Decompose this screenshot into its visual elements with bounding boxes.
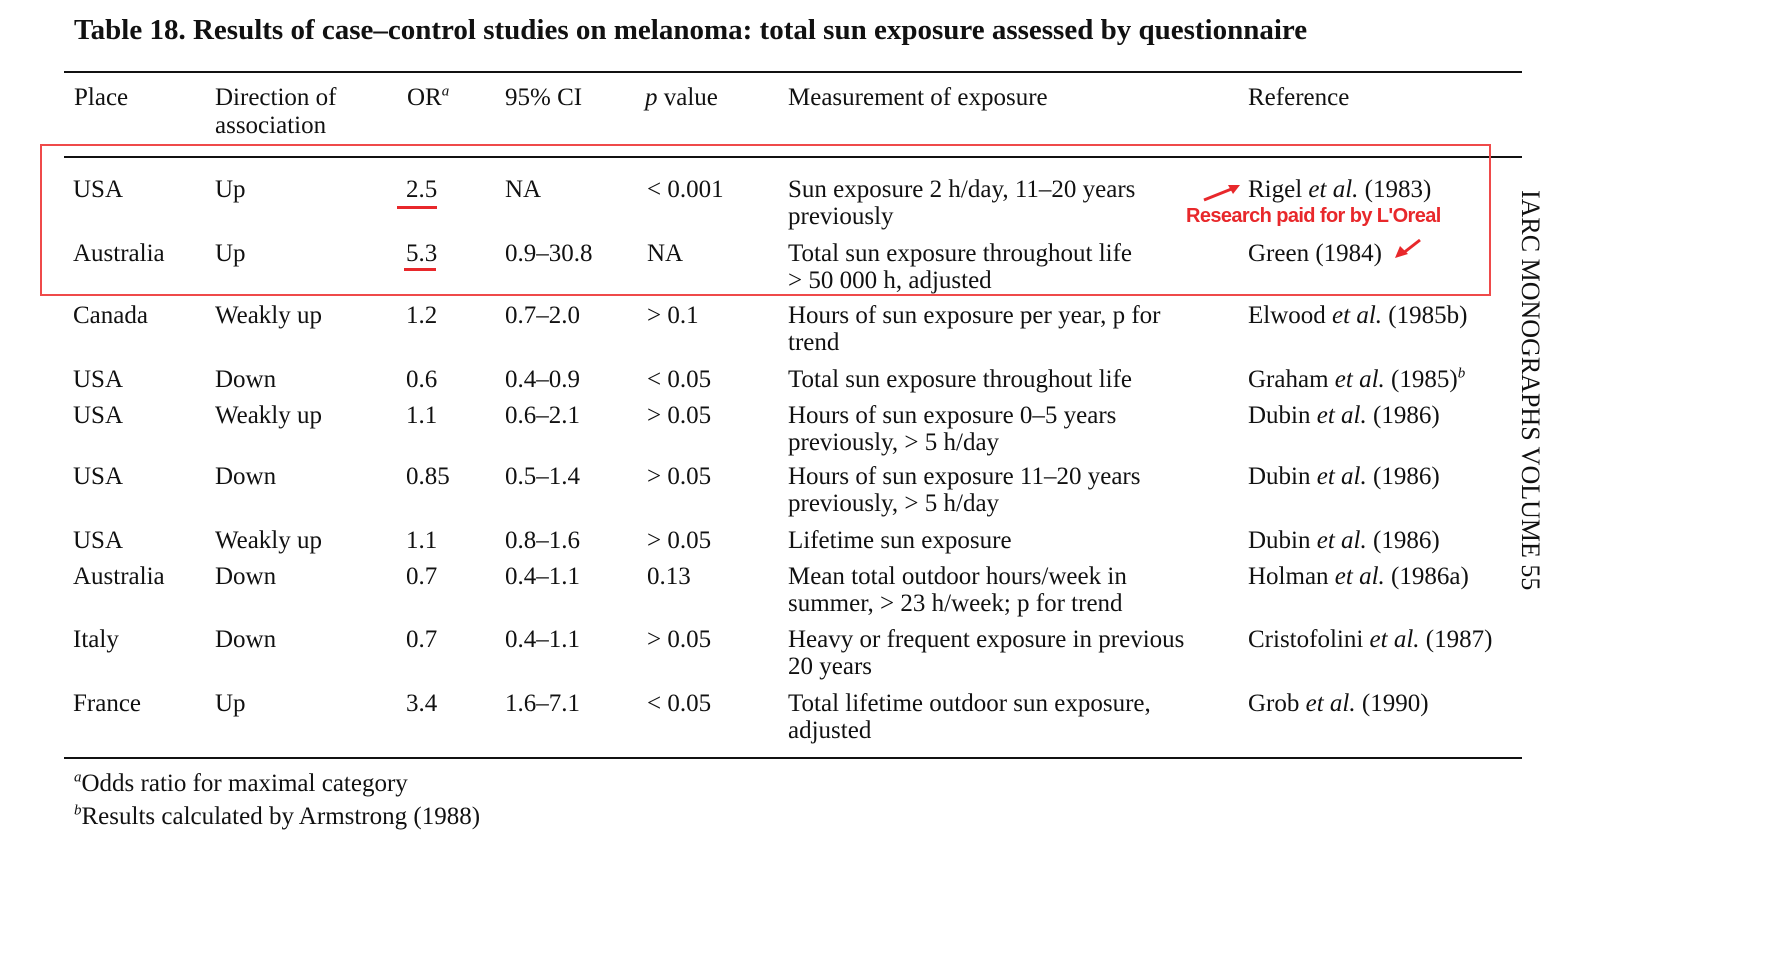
cell-ci: 0.8–1.6 [505, 527, 580, 554]
reference-author: Grob [1248, 690, 1300, 717]
measurement-line1: Total sun exposure throughout life [788, 240, 1133, 267]
header-measurement: Measurement of exposure [788, 84, 1048, 111]
measurement-line2: 20 years [788, 653, 872, 680]
cell-ci: 0.4–1.1 [505, 563, 580, 590]
cell-ci: 0.4–0.9 [505, 366, 580, 393]
header-ci: 95% CI [505, 84, 583, 111]
table-title: Table 18. Results of case–control studies on melanoma: total sun exposure assessed by questionnaire [74, 14, 1308, 46]
cell-place: Canada [73, 302, 148, 329]
cell-or: 1.1 [406, 402, 438, 429]
header-direction [215, 84, 336, 140]
header-direction-line1: Direction of [215, 84, 337, 111]
cell-or: 3.4 [406, 690, 438, 717]
cell-ci: 0.4–1.1 [505, 626, 580, 653]
reference-author: Dubin [1248, 463, 1311, 490]
footnote-b-mark: b [74, 802, 82, 819]
header-p-value [645, 84, 718, 112]
cell-measurement [788, 463, 1140, 517]
cell-p-value: 0.13 [647, 563, 691, 590]
footnote-b-text: Results calculated by Armstrong (1988) [81, 803, 481, 830]
cell-place: USA [73, 366, 124, 393]
cell-measurement [788, 626, 1184, 680]
arrow-to-rigel-icon [1200, 182, 1244, 204]
cell-direction: Down [215, 626, 277, 653]
cell-ci: 0.6–2.1 [505, 402, 580, 429]
reference-et-al: et al. [1328, 563, 1385, 590]
cell-p-value: > 0.05 [647, 527, 712, 554]
cell-direction: Weakly up [215, 402, 322, 429]
reference-footnote-mark: b [1457, 365, 1466, 382]
cell-p-value: < 0.05 [647, 366, 712, 393]
cell-direction: Down [215, 463, 277, 490]
cell-reference [1248, 463, 1440, 490]
cell-measurement [788, 366, 1132, 393]
footnote-b [74, 803, 480, 831]
cell-p-value: NA [647, 240, 684, 267]
reference-year: (1986) [1366, 527, 1440, 554]
measurement-line1: Hours of sun exposure 11–20 years [788, 463, 1141, 490]
cell-or: 0.85 [406, 463, 450, 490]
annotation-text: Research paid for by L'Oreal [1186, 205, 1441, 227]
reference-author: Graham [1248, 366, 1329, 393]
reference-year: (1983) [1358, 176, 1432, 203]
cell-place: Italy [73, 626, 119, 653]
cell-ci: 0.5–1.4 [505, 463, 580, 490]
reference-author: Elwood [1248, 302, 1326, 329]
measurement-line2: summer, > 23 h/week; p for trend [788, 590, 1123, 617]
cell-direction: Weakly up [215, 527, 322, 554]
cell-ci: 0.7–2.0 [505, 302, 580, 329]
measurement-line2: trend [788, 329, 840, 356]
reference-et-al: et al. [1310, 463, 1367, 490]
reference-et-al: et al. [1325, 302, 1383, 329]
cell-direction: Up [215, 176, 246, 203]
cell-or: 0.6 [406, 366, 438, 393]
cell-ci: 1.6–7.1 [505, 690, 580, 717]
cell-p-value: < 0.05 [647, 690, 712, 717]
cell-p-value: < 0.001 [647, 176, 724, 203]
reference-year: (1986a) [1384, 563, 1469, 590]
reference-author: Dubin [1248, 527, 1311, 554]
header-or-footnote-mark: a [441, 83, 450, 100]
header-p-italic: p [645, 84, 658, 111]
arrow-to-green-icon [1392, 236, 1424, 262]
header-p-rest: value [657, 84, 718, 111]
reference-year: (1987) [1419, 626, 1493, 653]
cell-p-value: > 0.05 [647, 463, 712, 490]
cell-place: Australia [73, 563, 165, 590]
header-place: Place [74, 84, 129, 111]
cell-place: USA [73, 463, 124, 490]
footnote-a [74, 770, 408, 798]
reference-author: Rigel [1248, 176, 1303, 203]
top-rule [64, 71, 1522, 73]
reference-et-al: et al. [1310, 527, 1367, 554]
cell-measurement [788, 527, 1012, 554]
measurement-line1: Total sun exposure throughout life [788, 366, 1133, 393]
cell-reference [1248, 626, 1492, 653]
measurement-line1: Hours of sun exposure 0–5 years [788, 402, 1117, 429]
cell-measurement [788, 302, 1161, 356]
side-running-head: IARC MONOGRAPHS VOLUME 55 [1516, 190, 1545, 591]
or-underline-row2 [404, 268, 436, 271]
measurement-line2: previously, > 5 h/day [788, 429, 1000, 456]
cell-ci: 0.9–30.8 [505, 240, 593, 267]
measurement-line1: Total lifetime outdoor sun exposure, [788, 690, 1151, 717]
cell-p-value: > 0.05 [647, 402, 712, 429]
cell-reference [1248, 563, 1469, 590]
cell-or: 0.7 [406, 626, 438, 653]
reference-year: (1986) [1366, 402, 1440, 429]
cell-reference [1248, 402, 1440, 429]
header-direction-line2: association [215, 112, 327, 139]
measurement-line2: previously, > 5 h/day [788, 490, 1000, 517]
cell-or: 1.1 [406, 527, 438, 554]
cell-or: 1.2 [406, 302, 438, 329]
measurement-line1: Hours of sun exposure per year, p for [788, 302, 1161, 329]
footnote-a-mark: a [74, 769, 82, 786]
cell-direction: Up [215, 240, 246, 267]
reference-author: Cristofolini [1248, 626, 1364, 653]
reference-author: Green (1984) [1248, 240, 1382, 267]
cell-reference [1248, 690, 1429, 717]
cell-place: USA [73, 402, 124, 429]
reference-author: Dubin [1248, 402, 1311, 429]
cell-direction: Up [215, 690, 246, 717]
measurement-line1: Heavy or frequent exposure in previous [788, 626, 1185, 653]
cell-or: 0.7 [406, 563, 438, 590]
cell-p-value: > 0.05 [647, 626, 712, 653]
reference-year: (1985) [1384, 366, 1458, 393]
reference-et-al: et al. [1302, 176, 1359, 203]
cell-measurement [788, 563, 1127, 617]
cell-reference [1248, 366, 1465, 393]
cell-or: 2.5 [406, 176, 438, 203]
cell-or: 5.3 [406, 240, 438, 267]
cell-place: USA [73, 527, 124, 554]
reference-author: Holman [1248, 563, 1329, 590]
measurement-line1: Sun exposure 2 h/day, 11–20 years [788, 176, 1136, 203]
measurement-line2: > 50 000 h, adjusted [788, 267, 992, 294]
cell-direction: Down [215, 366, 277, 393]
cell-direction: Weakly up [215, 302, 322, 329]
cell-place: USA [73, 176, 124, 203]
reference-et-al: et al. [1363, 626, 1420, 653]
cell-p-value: > 0.1 [647, 302, 699, 329]
cell-direction: Down [215, 563, 277, 590]
footnote-a-text: Odds ratio for maximal category [81, 770, 408, 797]
reference-et-al: et al. [1328, 366, 1385, 393]
reference-year: (1985b) [1382, 302, 1468, 329]
cell-place: Australia [73, 240, 165, 267]
cell-ci: NA [505, 176, 542, 203]
measurement-line1: Mean total outdoor hours/week in [788, 563, 1127, 590]
header-or-label: OR [407, 84, 442, 111]
cell-measurement [788, 690, 1151, 744]
measurement-line1: Lifetime sun exposure [788, 527, 1012, 554]
bottom-rule [64, 757, 1522, 759]
reference-et-al: et al. [1310, 402, 1367, 429]
header-or [407, 84, 449, 112]
header-reference: Reference [1248, 84, 1350, 111]
reference-year: (1990) [1355, 690, 1429, 717]
cell-reference [1248, 527, 1440, 554]
cell-reference [1248, 302, 1467, 329]
cell-place: France [73, 690, 142, 717]
reference-year: (1986) [1366, 463, 1440, 490]
measurement-line2: previously [788, 203, 894, 230]
reference-et-al: et al. [1299, 690, 1356, 717]
cell-measurement [788, 402, 1116, 456]
measurement-line2: adjusted [788, 717, 872, 744]
or-underline-row1 [397, 206, 437, 209]
